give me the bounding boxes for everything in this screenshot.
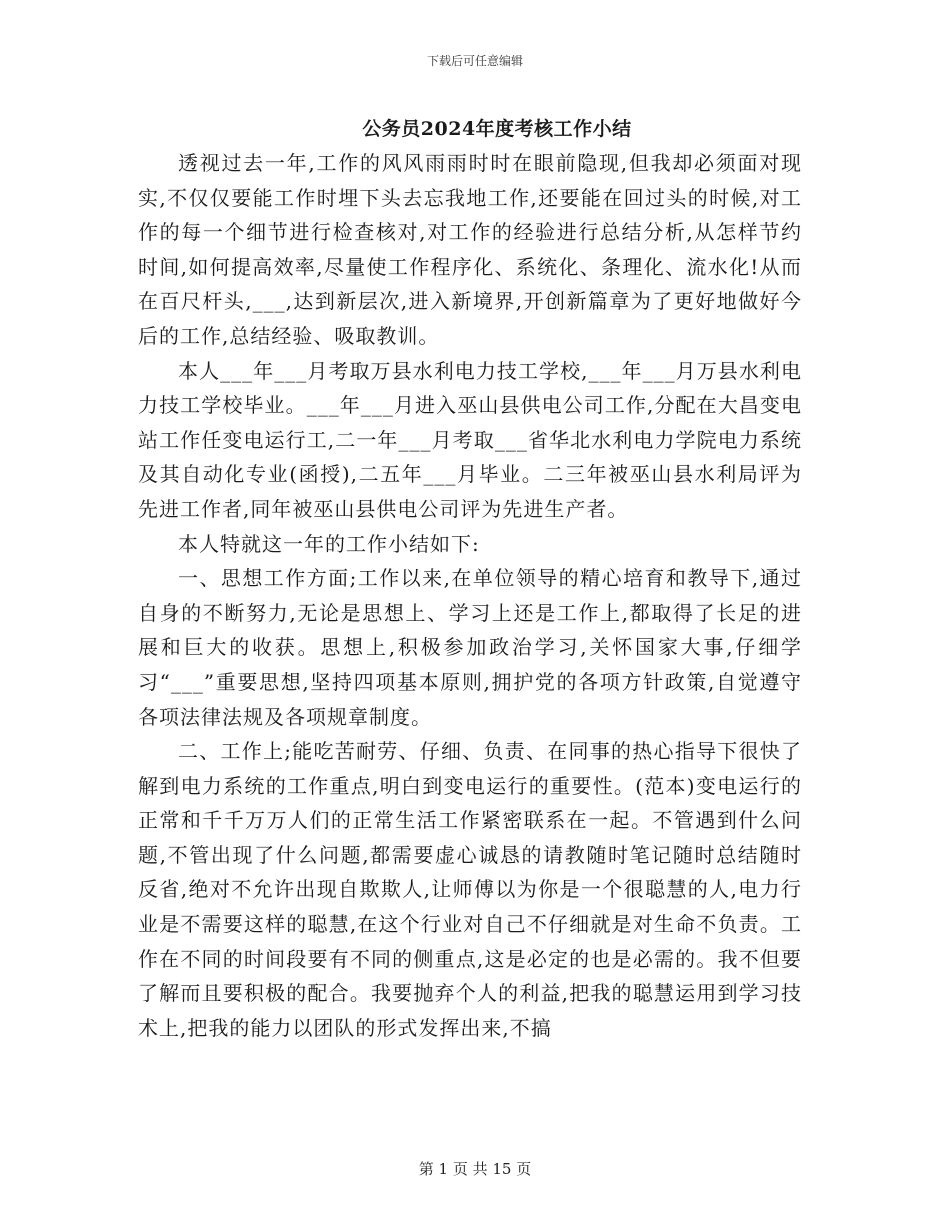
paragraph: 一、思想工作方面;工作以来,在单位领导的精心培育和教导下,通过自身的不断努力,无论是思想上、学习上还是工作上,都取得了长足的进展和巨大的收获。思想上,积极参加政治学习,关怀国家大事,仔细学习“___”重要思想,坚持四项基本原则,拥护党的各项方针政策,自觉遵守各项法律法规及各项规章制度。 <box>138 566 802 729</box>
document-title: 公务员2024年度考核工作小结 <box>362 118 632 140</box>
page-header-note: 下载后可任意编辑 <box>426 54 523 68</box>
paragraph: 本人特就这一年的工作小结如下: <box>178 531 480 556</box>
paragraph: 二、工作上;能吃苦耐劳、仔细、负责、在同事的热心指导下很快了解到电力系统的工作重点,明白到变电运行的重要性。(范本)变电运行的正常和千千万万人们的正常生活工作紧密联系在一起。不管遇到什么问题,不管出现了什么问题,都需要虚心诚恳的请教随时笔记随时总结随时反省,绝对不允许出现自欺欺人,让师傅以为你是一个很聪慧的人,电力行业是不需要这样的聪慧,在这个行业对自己不仔细就是对生命不负责。工作在不同的时间段要有不同的侧重点,这是必定的也是必需的。我不但要了解而且要积极的配合。我要抛弃个人的利益,把我的聪慧运用到学习技术上,把我的能力以团队的形式发挥出来,不搞 <box>138 739 802 1040</box>
paragraph: 透视过去一年,工作的风风雨雨时时在眼前隐现,但我却必须面对现实,不仅仅要能工作时埋下头去忘我地工作,还要能在回过头的时候,对工作的每一个细节进行检查核对,对工作的经验进行总结分析,从怎样节约时间,如何提高效率,尽量使工作程序化、系统化、条理化、流水化!从而在百尺杆头,___,达到新层次,进入新境界,开创新篇章为了更好地做好今后的工作,总结经验、吸取教训。 <box>138 151 802 348</box>
page-number: 第 1 页 共 15 页 <box>418 1160 532 1178</box>
paragraph: 本人___年___月考取万县水利电力技工学校,___年___月万县水利电力技工学校毕业。___年___月进入巫山县供电公司工作,分配在大昌变电站工作任变电运行工,二一年___月考取___省华北水利电力学院电力系统及其自动化专业(函授),二五年___月毕业。二三年被巫山县水利局评为先进工作者,同年被巫山县供电公司评为先进生产者。 <box>138 358 802 521</box>
document-body <box>138 146 802 1045</box>
